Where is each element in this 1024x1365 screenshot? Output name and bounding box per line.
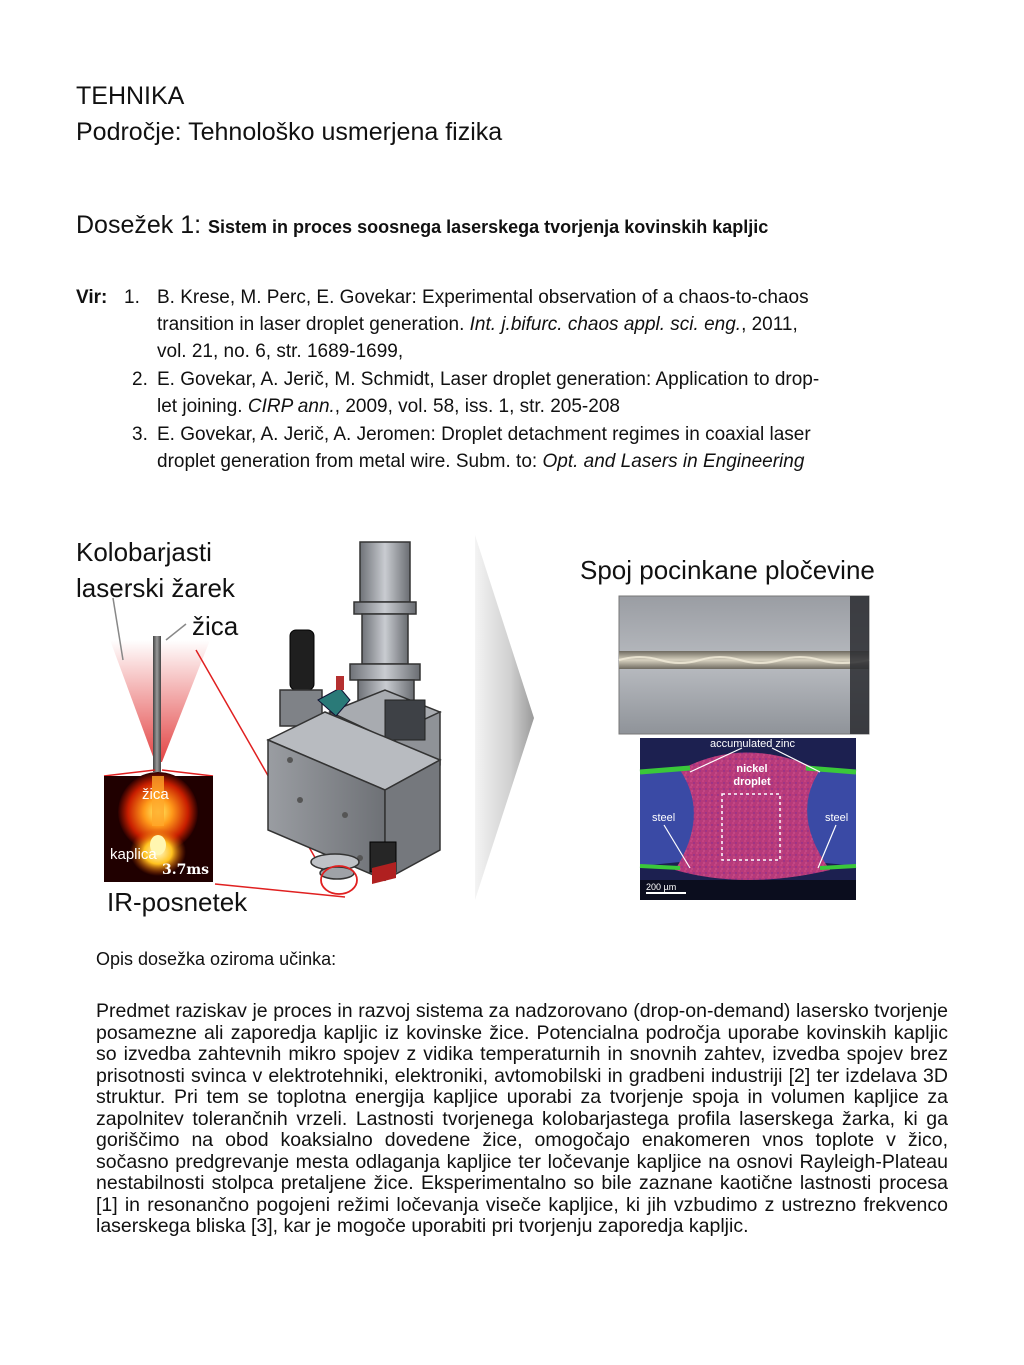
label-annular-beam-1: Kolobarjasti bbox=[76, 537, 212, 567]
description-heading: Opis dosežka oziroma učinka: bbox=[96, 949, 337, 969]
source-2-journal: CIRP ann. bbox=[247, 396, 335, 417]
label-ir-image: IR-posnetek bbox=[107, 887, 248, 917]
source-3-number: 3. bbox=[132, 424, 148, 445]
ir-label-wire: žica bbox=[142, 786, 169, 803]
achievement-title: Sistem in proces soosnega laserskega tvorjenja kovinskih kapljic bbox=[208, 217, 769, 237]
field-title: Področje: Tehnološko usmerjena fizika bbox=[76, 118, 503, 146]
source-3-line1: E. Govekar, A. Jerič, A. Jeromen: Droplet detachment regimes in coaxial laser bbox=[157, 424, 811, 445]
joint-photo bbox=[619, 596, 869, 734]
process-arrow bbox=[475, 535, 534, 900]
source-1-line2: transition in laser droplet generation. Int. j.bifurc. chaos appl. sci. eng., 2011, bbox=[157, 314, 798, 335]
laser-head-machine bbox=[268, 542, 440, 894]
micro-label-steel-right: steel bbox=[825, 812, 849, 824]
achievement-label: Dosežek 1: bbox=[76, 211, 202, 239]
sources-label: Vir: bbox=[76, 287, 108, 308]
ir-label-droplet: kaplica bbox=[110, 846, 157, 863]
source-2-number: 2. bbox=[132, 369, 148, 390]
source-3-line2: droplet generation from metal wire. Subm. to: Opt. and Lasers in Engineering bbox=[157, 451, 805, 472]
source-2-line2: let joining. CIRP ann., 2009, vol. 58, iss. 1, str. 205-208 bbox=[157, 396, 620, 417]
source-1-line1: B. Krese, M. Perc, E. Govekar: Experimental observation of a chaos-to-chaos bbox=[157, 287, 809, 308]
source-2-line1: E. Govekar, A. Jerič, M. Schmidt, Laser droplet generation: Application to drop- bbox=[157, 369, 820, 390]
micro-label-nickel: nickel droplet bbox=[733, 763, 771, 788]
source-3-journal: Opt. and Lasers in Engineering bbox=[542, 451, 805, 472]
micro-label-steel-left: steel bbox=[652, 812, 676, 824]
ir-time: 3.7ms bbox=[162, 862, 210, 878]
label-annular-beam-2: laserski žarek bbox=[76, 573, 235, 603]
source-1-number: 1. bbox=[124, 287, 140, 308]
micro-scale-bar-label: 200 µm bbox=[646, 882, 677, 892]
micro-label-zinc: accumulated zinc bbox=[710, 738, 795, 750]
joint-title: Spoj pocinkane pločevine bbox=[580, 555, 875, 585]
source-1-journal: Int. j.bifurc. chaos appl. sci. eng. bbox=[469, 314, 742, 335]
description-body: Predmet raziskav je proces in razvoj sistema za nadzorovano (drop-on-demand) lasersko tvorjenje posamezne ali zaporedja kapljic iz kovinske žice. Potencialna področja uporabe kovinskih kapljic so izvedba zahtevnih mikro spojev z vidika temperaturnih in snovnih zahtev, izvedba spojev brez prisotnosti svinca v elektrotehniki, elektroniki, avtomobilski in gradbeni industriji [2] ter izdelava 3D struktur. Pri tem se toplotna energija kapljice uporabi za tvorjenje spoja in volumen kapljice za zapolnitev tolerančnih vrzeli. Lastnosti tvorjenega kolobarjastega profila laserskega žarka, ki ga goriščimo na obod koaksialno dovedene žice, omogočajo enakomeren vnos toplote v žico, sočasno predgrevanje mesta odlaganja kapljice ter ločevanje kapljice na osnovi Rayleigh-Plateau nestabilnosti stolpca pretaljene žice. Eksperimentalno so bile zaznane kaotične lastnosti procesa [1] in resonančno pogojeni režimi ločevanja viseče kapljice, ki jih vzbudimo z ustrezno frekvenco laserskega bliska [3], kar je mogoče uporabiti pri tvorjenju zaporedja kapljic. bbox=[96, 1000, 948, 1237]
label-wire: žica bbox=[192, 611, 239, 641]
section-title: TEHNIKA bbox=[76, 82, 185, 110]
source-1-line3: vol. 21, no. 6, str. 1689-1699, bbox=[157, 341, 404, 362]
